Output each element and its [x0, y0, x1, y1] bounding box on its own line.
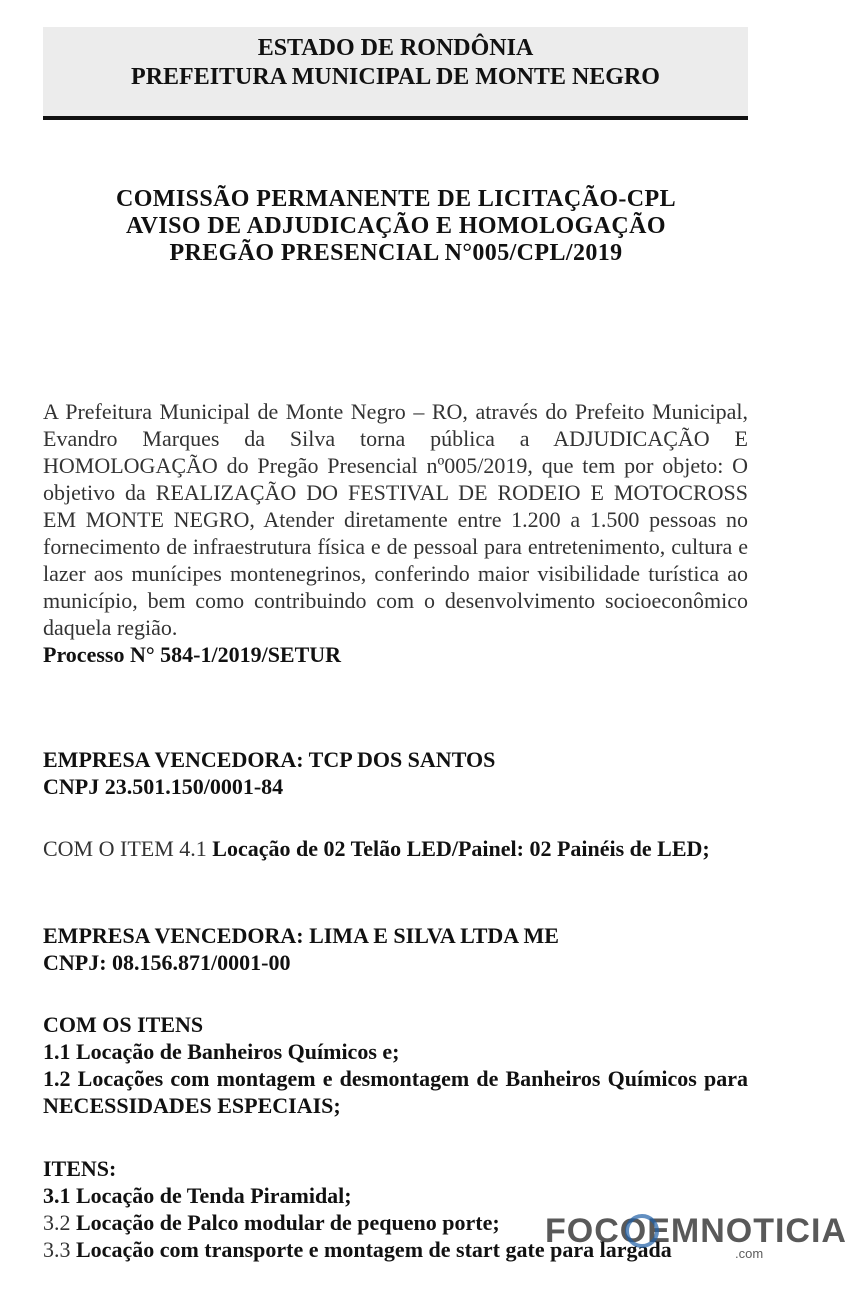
- watermark-text: FOCOEMNOTICIA: [545, 1212, 847, 1250]
- item-1-2: 1.2 Locações com montagem e desmontagem de Banheiros Químicos para NECESSIDADES ESPECIAIS;: [43, 1066, 748, 1118]
- title-commission: COMISSÃO PERMANENTE DE LICITAÇÃO-CPL: [115, 186, 676, 212]
- winner-2: [43, 922, 748, 976]
- winner-2-cnpj: CNPJ: 08.156.871/0001-00: [43, 950, 291, 975]
- winner-1-cnpj: CNPJ 23.501.150/0001-84: [43, 774, 284, 799]
- watermark-ring-icon: [625, 1214, 659, 1248]
- winner-1-company: EMPRESA VENCEDORA: TCP DOS SANTOS: [43, 747, 496, 772]
- item-3-3-text: Locação com transporte e montagem de start gate para largada: [76, 1237, 672, 1262]
- watermark-domain: .com: [735, 1246, 764, 1261]
- intro-section: [43, 398, 748, 668]
- items-label: ITENS:: [43, 1156, 117, 1181]
- winner-2-items-label: COM OS ITENS: [43, 1012, 204, 1037]
- watermark-logo: [545, 1212, 847, 1262]
- document-title: [40, 186, 752, 267]
- winner-2-company: EMPRESA VENCEDORA: LIMA E SILVA LTDA ME: [43, 923, 559, 948]
- item-3-3-number: 3.3: [43, 1237, 71, 1262]
- winner-1-item-text: Locação de 02 Telão LED/Painel: 02 Painéis de LED;: [212, 836, 710, 861]
- item-3-2-number: 3.2: [43, 1210, 71, 1235]
- winner-2-items: [43, 1011, 748, 1119]
- winner-1-item: [43, 835, 748, 862]
- item-3-1: 3.1 Locação de Tenda Piramidal;: [43, 1183, 352, 1208]
- header-state: ESTADO DE RONDÔNIA: [257, 35, 534, 61]
- item-3-2-text: Locação de Palco modular de pequeno porte;: [76, 1210, 500, 1235]
- header-prefeitura: PREFEITURA MUNICIPAL DE MONTE NEGRO: [131, 64, 660, 90]
- winner-1-item-prefix: COM O ITEM 4.1: [43, 836, 207, 861]
- intro-paragraph: A Prefeitura Municipal de Monte Negro – RO, através do Prefeito Municipal, Evandro Marques da Silva torna pública a ADJUDICAÇÃO E HOMOLOGAÇÃO do Pregão Presencial nº005/2019, que tem por objeto: O objetivo da REALIZAÇÃO DO FESTIVAL DE RODEIO E MOTOCROSS EM MONTE NEGRO, Atender diretamente entre 1.200 a 1.500 pessoas no fornecimento de infraestrutura física e de pessoal para entretenimento, cultura e lazer aos munícipes montenegrinos, conferindo maior visibilidade turística ao município, bem como contribuindo com o desenvolvimento socioeconômico daquela região.: [43, 399, 748, 640]
- title-notice: AVISO DE ADJUDICAÇÃO E HOMOLOGAÇÃO: [126, 213, 666, 239]
- winner-1: [43, 746, 748, 800]
- processo-number: Processo N° 584-1/2019/SETUR: [43, 642, 342, 667]
- title-pregao: PREGÃO PRESENCIAL N°005/CPL/2019: [169, 240, 623, 266]
- item-1-1: 1.1 Locação de Banheiros Químicos e;: [43, 1039, 400, 1064]
- document-header: [43, 27, 748, 120]
